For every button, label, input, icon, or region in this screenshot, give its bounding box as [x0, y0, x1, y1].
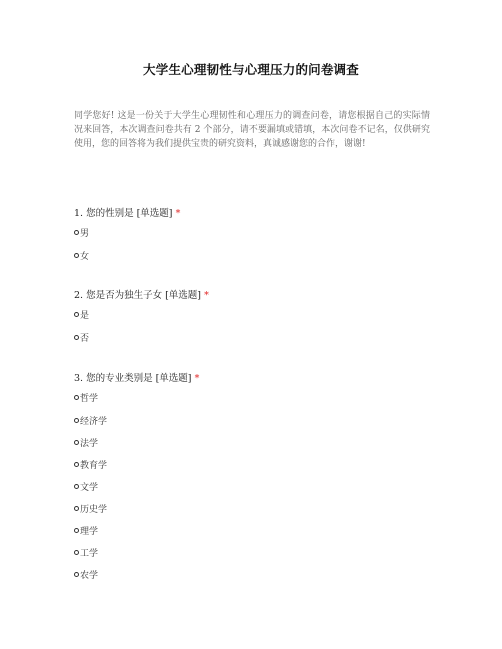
option-label: 教育学 [80, 460, 108, 471]
required-mark: * [175, 208, 181, 219]
option-education[interactable] [74, 458, 107, 470]
option-label: 法学 [80, 438, 99, 449]
option-label: 历史学 [80, 504, 108, 515]
option-female[interactable] [74, 249, 89, 261]
radio-icon[interactable] [74, 484, 79, 489]
page-title: 大学生心理韧性与心理压力的问卷调查 [143, 62, 359, 77]
required-mark: * [204, 290, 209, 301]
option-literature[interactable] [74, 480, 98, 492]
option-male[interactable] [74, 226, 89, 238]
option-label: 经济学 [80, 416, 108, 427]
option-label: 是 [80, 310, 90, 321]
radio-icon[interactable] [74, 528, 79, 533]
radio-icon[interactable] [74, 572, 79, 577]
radio-icon[interactable] [74, 230, 79, 235]
question-2-text: 2. 您是否为独生子女 [单选题] [74, 290, 202, 301]
option-engineering[interactable] [74, 546, 98, 558]
radio-icon[interactable] [74, 440, 79, 445]
question-1 [74, 205, 454, 219]
question-2 [74, 287, 454, 301]
option-label: 农学 [80, 570, 99, 581]
option-philosophy[interactable] [74, 391, 98, 403]
option-label: 文学 [80, 482, 99, 493]
intro-paragraph: 同学您好! 这是一份关于大学生心理韧性和心理压力的调查问卷，请您根据自己的实际情况来回答，本次调查问卷共有 2 个部分，请不要漏填或错填，本次问卷不记名，仅供研究使用，您的回答将为我们提供宝贵的研究资料，真诚感谢您的合作，谢谢! [74, 111, 430, 149]
question-3 [74, 370, 454, 384]
option-label: 女 [80, 251, 90, 262]
option-label: 否 [80, 333, 90, 344]
option-economics[interactable] [74, 414, 107, 426]
radio-icon[interactable] [74, 418, 79, 423]
radio-icon[interactable] [74, 462, 79, 467]
option-label: 工学 [80, 548, 99, 559]
option-label: 理学 [80, 526, 99, 537]
option-agriculture[interactable] [74, 568, 98, 580]
radio-icon[interactable] [74, 253, 79, 258]
radio-icon[interactable] [74, 335, 79, 340]
required-mark: * [194, 373, 200, 384]
option-label: 男 [80, 228, 90, 239]
option-no[interactable] [74, 331, 89, 343]
option-history[interactable] [74, 502, 107, 514]
radio-icon[interactable] [74, 312, 79, 317]
option-label: 哲学 [80, 393, 99, 404]
radio-icon[interactable] [74, 395, 79, 400]
option-yes[interactable] [74, 308, 89, 320]
radio-icon[interactable] [74, 550, 79, 555]
question-3-text: 3. 您的专业类别是 [单选题] [74, 373, 192, 384]
option-science[interactable] [74, 524, 98, 536]
question-1-text: 1. 您的性别是 [单选题] [74, 208, 173, 219]
radio-icon[interactable] [74, 506, 79, 511]
option-law[interactable] [74, 436, 98, 448]
